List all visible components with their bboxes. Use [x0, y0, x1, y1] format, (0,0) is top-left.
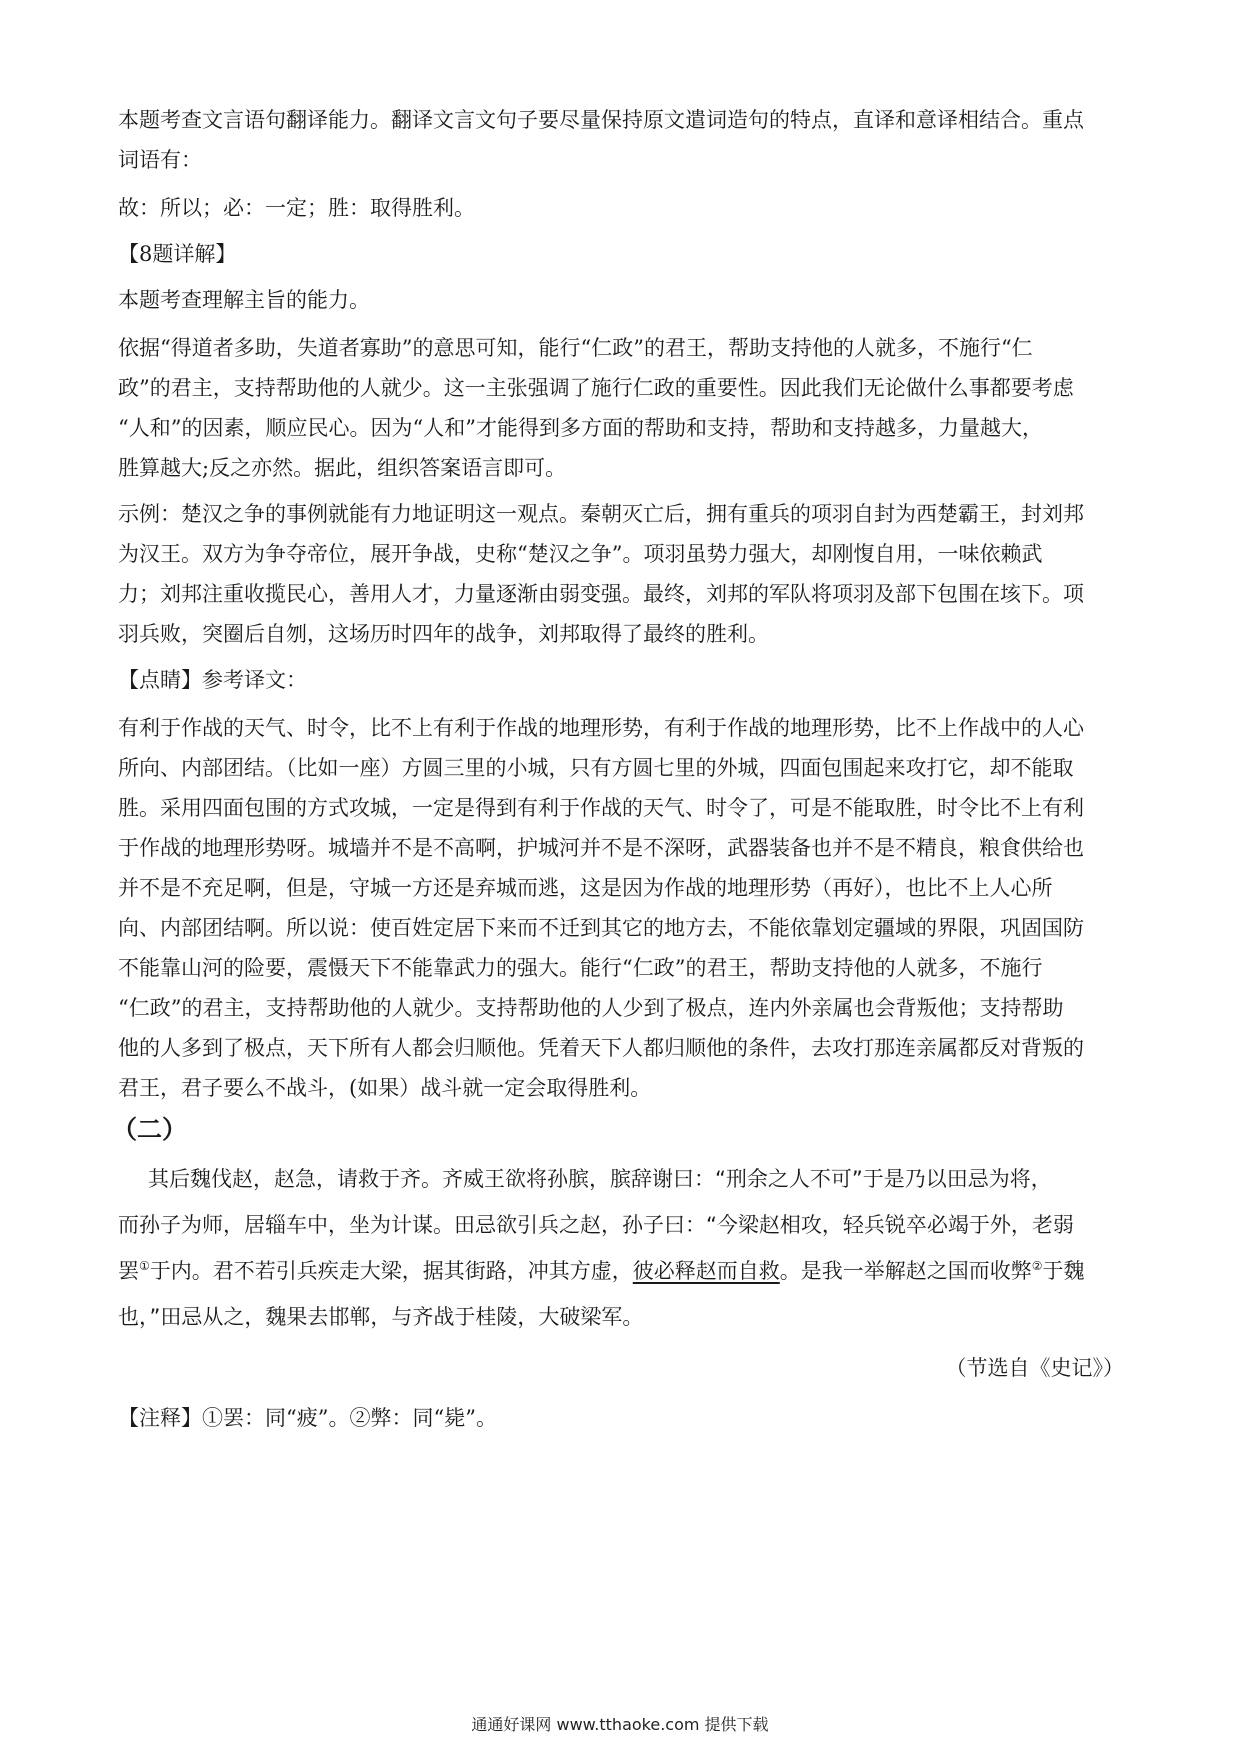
- text-line: 胜。采用四面包围的方式攻城，一定是得到有利于作战的天气、时令了，可是不能取胜，时令比不上有利: [118, 796, 1084, 820]
- key-words: [118, 188, 1124, 228]
- q8-explanation: [118, 328, 1124, 488]
- text-line: 有利于作战的天气、时令，比不上有利于作战的地理形势，有利于作战的地理形势，比不上作战中的人心: [118, 716, 1084, 740]
- text-run: 于内。君不若引兵疾走大梁，据其街路，冲其方虚，: [149, 1259, 633, 1283]
- text-line: 本题考查文言语句翻译能力。翻译文言文句子要尽量保持原文遣词造句的特点，直译和意译相结合。重点: [118, 108, 1084, 132]
- section-heading: 【点睛】参考译文：: [118, 668, 307, 692]
- text-line: 羽兵败，突圈后自刎，这场历时四年的战争，刘邦取得了最终的胜利。: [118, 622, 769, 646]
- text-line: 政”的君主，支持帮助他的人就少。这一主张强调了施行仁政的重要性。因此我们无论做什么事都要考虑: [118, 376, 1074, 400]
- text-run: 于魏: [1042, 1259, 1085, 1283]
- text-line: 于作战的地理形势呀。城墙并不是不高啊，护城河并不是不深呀，武器装备也并不是不精良，粮食供给也: [118, 836, 1084, 860]
- dianjing-heading: [118, 660, 1124, 700]
- reference-translation: [118, 708, 1124, 1108]
- classical-line: 而孙子为师，居辎车中，坐为计谋。田忌欲引兵之赵，孙子曰：“今梁赵相攻，轻兵锐卒必竭于外，老弱: [118, 1213, 1074, 1237]
- text-line: “人和”的因素，顺应民心。因为“人和”才能得到多方面的帮助和支持，帮助和支持越多，力量越大，: [118, 416, 1043, 440]
- q8-intro: [118, 280, 1124, 320]
- footnote-marker: ②: [1031, 1259, 1043, 1273]
- text-line: 君王，君子要么不战斗，(如果）战斗就一定会取得胜利。: [118, 1076, 652, 1100]
- section-title: （二）: [112, 1115, 188, 1144]
- classical-line: 其后魏伐赵，赵急，请救于齐。齐威王欲将孙膑，膑辞谢曰：“刑余之人不可”于是乃以田忌为将，: [148, 1167, 1052, 1191]
- text-line: 示例：楚汉之争的事例就能有力地证明这一观点。秦朝灭亡后，拥有重兵的项羽自封为西楚霸王，封刘邦: [118, 502, 1084, 526]
- text-line: 胜算越大;反之亦然。据此，组织答案语言即可。: [118, 456, 567, 480]
- section-heading: 【8题详解】: [118, 242, 237, 266]
- annotation: [118, 1398, 1124, 1438]
- text-line: 他的人多到了极点，天下所有人都会归顺他。凭着天下人都归顺他的条件，去攻打那连亲属都反对背叛的: [118, 1036, 1084, 1060]
- example-paragraph: [118, 494, 1124, 654]
- underlined-sentence: 彼必释赵而自救: [632, 1259, 780, 1283]
- text-line: 词语有：: [118, 148, 202, 172]
- text-line: 不能靠山河的险要，震慑天下不能靠武力的强大。能行“仁政”的君王，帮助支持他的人就多，不施行: [118, 956, 1043, 980]
- annotation-text: 【注释】①罢：同“疲”。②弊：同“毙”。: [118, 1406, 497, 1430]
- text-line: 所向、内部团结。（比如一座）方圆三里的小城，只有方圆七里的外城，四面包围起来攻打它，却不能取: [118, 756, 1074, 780]
- text-line: 向、内部团结啊。所以说：使百姓定居下来而不迁到其它的地方去，不能依靠划定疆域的界限，巩固国防: [118, 916, 1084, 940]
- text-line: 本题考查理解主旨的能力。: [118, 288, 370, 312]
- text-line: 为汉王。双方为争夺帝位，展开争战，史称“楚汉之争”。项羽虽势力强大，却刚愎自用，一味依赖武: [118, 542, 1043, 566]
- source-citation: （节选自《史记》）: [945, 1356, 1124, 1380]
- classical-line: 也，”田忌从之，魏果去邯郸，与齐战于桂陵，大破梁军。: [118, 1305, 644, 1329]
- classical-passage: [118, 1156, 1124, 1340]
- page-footer: 通通好课网 www.tthaoke.com 提供下载: [471, 1715, 769, 1734]
- text-line: 力；刘邦注重收揽民心，善用人才，力量逐渐由弱变强。最终，刘邦的军队将项羽及部下包围在垓下。项: [118, 582, 1084, 606]
- text-run: 。是我一举解赵之国而收弊: [779, 1259, 1032, 1283]
- footnote-marker: ①: [139, 1259, 150, 1273]
- text-line: “仁政”的君主，支持帮助他的人就少。支持帮助他的人少到了极点，连内外亲属也会背叛他；支持帮助: [118, 996, 1064, 1020]
- text-line: 并不是不充足啊，但是，守城一方还是弃城而逃，这是因为作战的地理形势（再好），也比不上人心所: [118, 876, 1053, 900]
- text-line: 故：所以；必：一定；胜：取得胜利。: [118, 196, 475, 220]
- q8-heading: [118, 234, 1124, 274]
- translation-notes: [118, 100, 1124, 180]
- text-line: 依据“得道者多助，失道者寡助”的意思可知，能行“仁政”的君王，帮助支持他的人就多，不施行“仁: [118, 336, 1033, 360]
- text-run: 罢: [118, 1259, 139, 1283]
- page-content: [112, 100, 1124, 1438]
- classical-line: [118, 1248, 1124, 1294]
